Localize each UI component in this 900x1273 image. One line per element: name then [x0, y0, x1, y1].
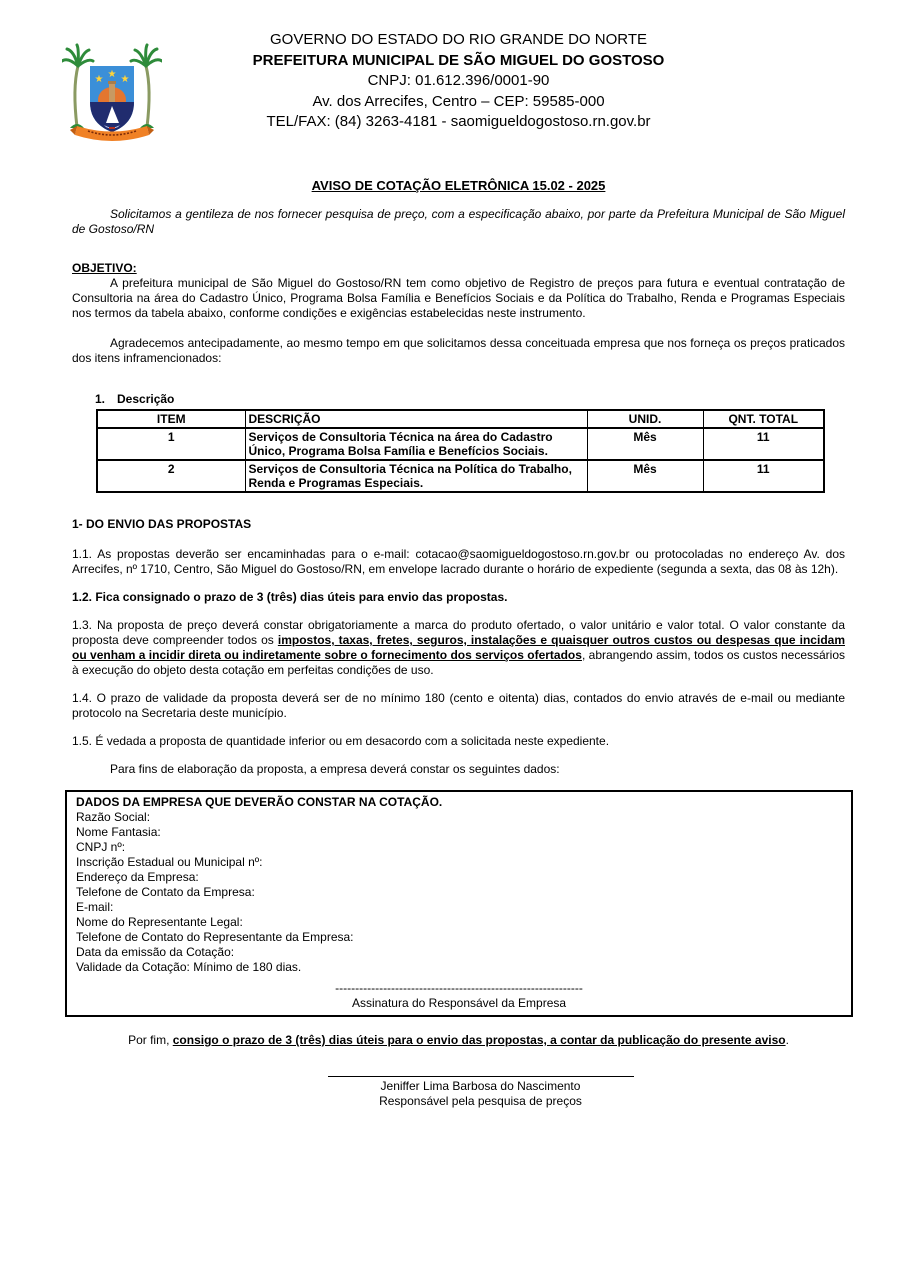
svg-text:★: ★: [120, 74, 130, 85]
signature-block: [328, 1076, 634, 1109]
column-header-item: ITEM: [97, 410, 245, 428]
lighthouse-top-icon: [108, 81, 116, 84]
signature-name: Jeniffer Lima Barbosa do Nascimento: [380, 1079, 581, 1093]
closing-suffix: .: [785, 1033, 789, 1047]
header-cnpj-line: CNPJ: 01.612.396/0001-90: [367, 72, 550, 89]
field-data-emissao: Data da emissão da Cotação:: [76, 945, 235, 959]
table-row: [97, 428, 824, 460]
column-header-descricao: DESCRIÇÃO: [245, 410, 587, 428]
closing-emphasis: consigo o prazo de 3 (três) dias úteis para o envio das propostas, a contar da publicação do presente aviso: [172, 1033, 786, 1047]
column-header-unid: UNID.: [587, 410, 703, 428]
cell-descricao: Serviços de Consultoria Técnica na área do Cadastro Único, Programa Bolsa Família e Benefícios Sociais.: [245, 428, 587, 460]
header-government-line: GOVERNO DO ESTADO DO RIO GRANDE DO NORTE: [270, 31, 647, 48]
palm-tree-right-icon: [131, 45, 162, 128]
envio-heading: 1- DO ENVIO DAS PROPOSTAS: [72, 517, 252, 531]
clause-1-3: [72, 618, 845, 678]
items-table: [96, 409, 825, 493]
table-header-row: [97, 410, 824, 428]
field-telefone-representante: Telefone de Contato do Representante da Empresa:: [76, 930, 354, 944]
shield-icon: [90, 66, 134, 132]
field-email: E-mail:: [76, 900, 114, 914]
table-caption-number: 1.: [95, 392, 106, 406]
field-cnpj: CNPJ nº:: [76, 840, 126, 854]
field-telefone-empresa: Telefone de Contato da Empresa:: [76, 885, 255, 899]
clause-1-1: 1.1. As propostas deverão ser encaminhadas para o e-mail: cotacao@saomigueldogostoso.rn.gov.br ou protocoladas no endereço Av. dos Arrecifes, nº 1710, Centro, São Miguel do Gostoso/RN, em envelope lacrado durante o horário de expediente (segunda a sexta, das 08 às 12h).: [72, 547, 845, 576]
objetivo-heading: OBJETIVO:: [72, 261, 137, 275]
document-title: AVISO DE COTAÇÃO ELETRÔNICA 15.02 - 2025: [311, 178, 606, 193]
lighthouse-icon: [109, 82, 115, 102]
signature-role: Responsável pela pesquisa de preços: [379, 1094, 582, 1108]
header-municipality-line: PREFEITURA MUNICIPAL DE SÃO MIGUEL DO GOSTOSO: [252, 51, 665, 69]
field-validade: Validade da Cotação: Mínimo de 180 dias.: [76, 960, 302, 974]
clause-1-3-emphasis: impostos, taxas, fretes, seguros, instalações e quaisquer outros custos ou despesas que incidam ou venham a incidir direta ou indiretamente sobre o fornecimento dos serviços ofertados: [72, 633, 845, 662]
objetivo-paragraph: A prefeitura municipal de São Miguel do Gostoso/RN tem como objetivo de Registro de preços para futura e eventual contratação de Consultoria na área do Cadastro Único, Programa Bolsa Família e Benefícios Sociais e da Política do Trabalho, Renda e Programas Especiais nos termos da tabela abaixo, conforme condições e exigências estabelecidas neste instrumento.: [72, 276, 845, 320]
table-caption: [95, 392, 845, 407]
field-representante: Nome do Representante Legal:: [76, 915, 243, 929]
cell-unid: Mês: [587, 460, 703, 492]
header-address-line: Av. dos Arrecifes, Centro – CEP: 59585-000: [312, 92, 605, 110]
cell-descricao: Serviços de Consultoria Técnica na Política do Trabalho, Renda e Programas Especiais.: [245, 460, 587, 492]
palm-tree-left-icon: [62, 45, 93, 128]
clause-1-4: 1.4. O prazo de validade da proposta deverá ser de no mínimo 180 (cento e oitenta) dias, contados do envio através de e-mail ou mediante protocolo na Secretaria deste município.: [72, 691, 845, 720]
clause-para-fins: Para fins de elaboração da proposta, a empresa deverá constar os seguintes dados:: [110, 762, 560, 776]
cell-qnt: 11: [703, 460, 824, 492]
company-data-box-title: DADOS DA EMPRESA QUE DEVERÃO CONSTAR NA COTAÇÃO.: [76, 795, 443, 809]
cell-item: 1: [97, 428, 245, 460]
clause-1-3-end: , abrangendo assim, todos os custos necessários à execução do objeto desta cotação em perfeitas condições de uso.: [72, 648, 846, 677]
closing-paragraph: [72, 1033, 845, 1048]
table-caption-text: Descrição: [117, 392, 175, 406]
company-data-box: [65, 790, 853, 1017]
cell-item: 2: [97, 460, 245, 492]
company-signature-label: Assinatura do Responsável da Empresa: [351, 996, 567, 1010]
svg-text:★: ★: [107, 69, 117, 80]
company-signature-dashes: --------------------------------------------------------------: [335, 981, 583, 995]
field-endereco: Endereço da Empresa:: [76, 870, 199, 884]
svg-text:★: ★: [94, 74, 104, 85]
municipality-crest-icon: [62, 30, 162, 145]
clause-1-3-start: 1.3. Na proposta de preço deverá constar obrigatoriamente a marca do produto ofertado, o valor unitário e valor total. O valor constante da proposta deve compreender todos os: [72, 618, 845, 647]
acknowledgement-paragraph: Agradecemos antecipadamente, ao mesmo tempo em que solicitamos dessa conceituada empresa que nos forneça os preços praticados dos itens inframencionados:: [72, 336, 845, 365]
field-razao-social: Razão Social:: [76, 810, 151, 824]
clause-1-2: 1.2. Fica consignado o prazo de 3 (três) dias úteis para envio das propostas.: [72, 590, 508, 604]
cell-unid: Mês: [587, 428, 703, 460]
closing-prefix: Por fim,: [128, 1033, 173, 1047]
header-contact-line: TEL/FAX: (84) 3263-4181 - saomigueldogostoso.rn.gov.br: [266, 113, 651, 130]
field-inscricao: Inscrição Estadual ou Municipal nº:: [76, 855, 263, 869]
column-header-qnt-total: QNT. TOTAL: [703, 410, 824, 428]
signature-line: [328, 1076, 634, 1077]
table-row: [97, 460, 824, 492]
field-nome-fantasia: Nome Fantasia:: [76, 825, 161, 839]
clause-1-5: 1.5. É vedada a proposta de quantidade inferior ou em desacordo com a solicitada neste expediente.: [72, 734, 610, 748]
cell-qnt: 11: [703, 428, 824, 460]
document-header: [72, 30, 845, 148]
intro-paragraph: Solicitamos a gentileza de nos fornecer pesquisa de preço, com a especificação abaixo, por parte da Prefeitura Municipal de São Miguel de Gostoso/RN: [72, 207, 845, 236]
